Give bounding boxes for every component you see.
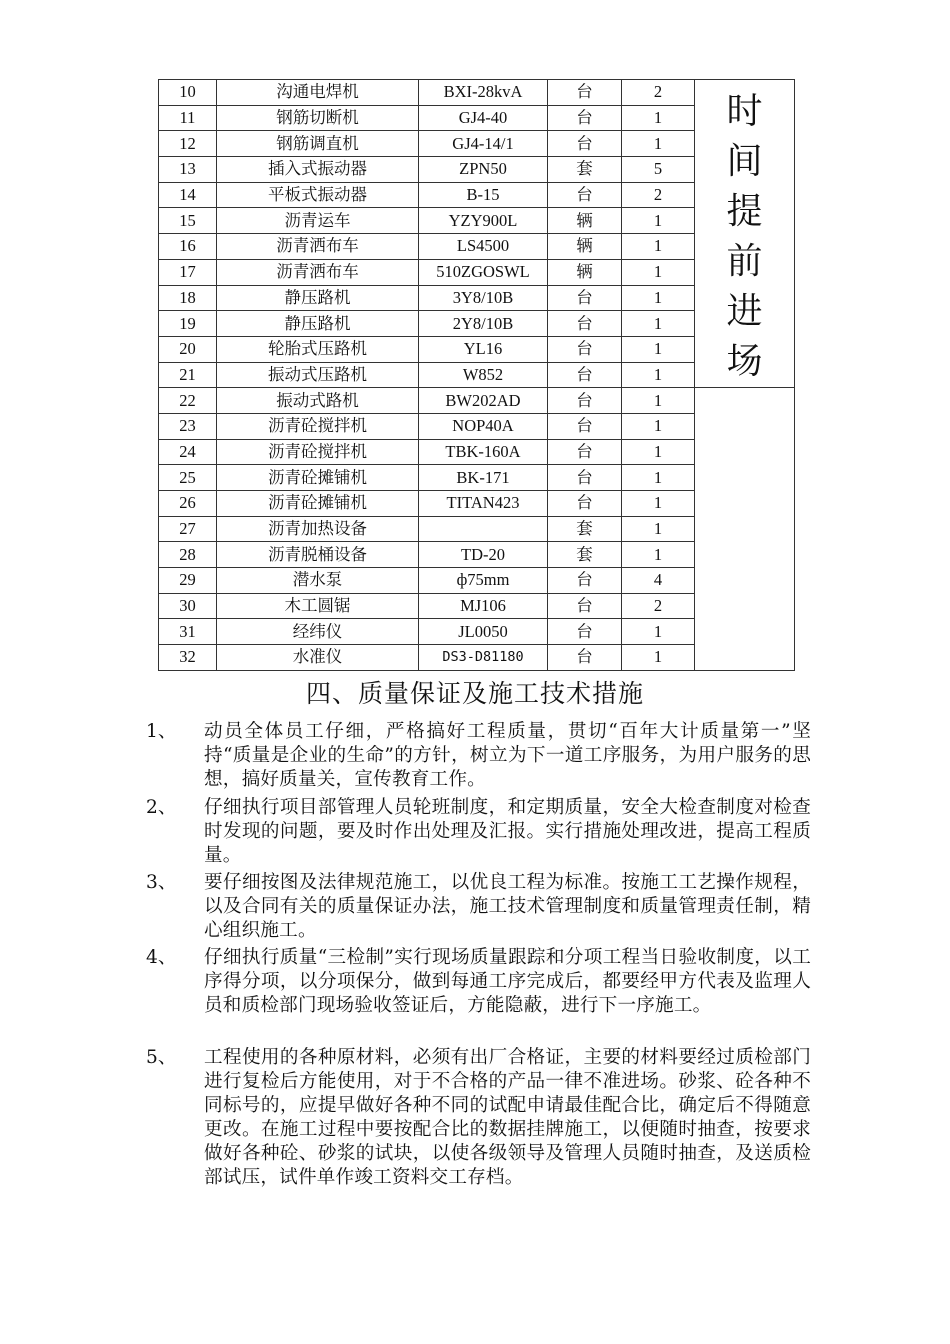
equipment-model: TBK-160A (419, 439, 548, 465)
measure-text: 要仔细按图及法律规范施工，以优良工程为标准。按施工工艺操作规程，以及合同有关的质量保证办法，施工技术管理制度和质量管理责任制，精心组织施工。 (204, 872, 811, 941)
equipment-name: 平板式振动器 (217, 182, 419, 208)
equipment-model: GJ4-40 (419, 105, 548, 131)
row-number: 18 (159, 285, 217, 311)
note-char: 进 (726, 290, 763, 332)
row-number: 20 (159, 336, 217, 362)
equipment-name: 钢筋切断机 (217, 105, 419, 131)
equipment-name: 沥青运车 (217, 208, 419, 234)
equipment-quantity: 1 (622, 619, 695, 645)
measure-item (146, 871, 811, 943)
equipment-unit: 台 (548, 491, 622, 517)
row-number: 23 (159, 413, 217, 439)
row-number: 15 (159, 208, 217, 234)
row-number: 10 (159, 80, 217, 106)
equipment-quantity: 1 (622, 259, 695, 285)
equipment-model (419, 516, 548, 542)
equipment-name: 静压路机 (217, 285, 419, 311)
equipment-name: 轮胎式压路机 (217, 336, 419, 362)
empty-note-cell (695, 388, 795, 671)
measure-number: 5、 (146, 1047, 177, 1068)
equipment-model: GJ4-14/1 (419, 131, 548, 157)
equipment-quantity: 2 (622, 80, 695, 106)
equipment-quantity: 1 (622, 208, 695, 234)
measure-item (146, 1046, 811, 1190)
section-title: 四、质量保证及施工技术措施 (305, 679, 644, 708)
equipment-name: 沥青砼搅拌机 (217, 439, 419, 465)
row-number: 13 (159, 157, 217, 183)
table-row (159, 80, 795, 106)
equipment-quantity: 4 (622, 568, 695, 594)
equipment-model: W852 (419, 362, 548, 388)
equipment-quantity: 1 (622, 516, 695, 542)
equipment-model: JL0050 (419, 619, 548, 645)
equipment-unit: 套 (548, 516, 622, 542)
arrival-note-text (695, 81, 794, 387)
equipment-unit: 台 (548, 336, 622, 362)
equipment-model: BK-171 (419, 465, 548, 491)
row-number: 12 (159, 131, 217, 157)
equipment-unit: 台 (548, 285, 622, 311)
equipment-model: LS4500 (419, 234, 548, 260)
row-number: 28 (159, 542, 217, 568)
equipment-quantity: 1 (622, 336, 695, 362)
row-number: 14 (159, 182, 217, 208)
equipment-model: TITAN423 (419, 491, 548, 517)
equipment-model: DS3-D81180 (419, 645, 548, 671)
equipment-unit: 台 (548, 593, 622, 619)
equipment-model: 2Y8/10B (419, 311, 548, 337)
equipment-name: 潜水泵 (217, 568, 419, 594)
row-number: 21 (159, 362, 217, 388)
equipment-unit: 台 (548, 465, 622, 491)
equipment-name: 沥青加热设备 (217, 516, 419, 542)
equipment-name: 钢筋调直机 (217, 131, 419, 157)
equipment-model: B-15 (419, 182, 548, 208)
equipment-quantity: 1 (622, 311, 695, 337)
measure-text: 仔细执行质量“三检制”实行现场质量跟踪和分项工程当日验收制度，以工序得分项，以分项保分，做到每通工序完成后，都要经甲方代表及监理人员和质检部门现场验收签证后，方能隐蔽，进行下一序施工。 (204, 947, 811, 1016)
equipment-quantity: 1 (622, 234, 695, 260)
equipment-unit: 辆 (548, 259, 622, 285)
note-char: 场 (726, 340, 763, 382)
equipment-unit: 台 (548, 131, 622, 157)
equipment-name: 沥青砼摊铺机 (217, 491, 419, 517)
equipment-quantity: 2 (622, 182, 695, 208)
equipment-model: TD-20 (419, 542, 548, 568)
equipment-unit: 套 (548, 157, 622, 183)
equipment-unit: 套 (548, 542, 622, 568)
equipment-unit: 台 (548, 439, 622, 465)
equipment-quantity: 1 (622, 413, 695, 439)
equipment-name: 经纬仪 (217, 619, 419, 645)
equipment-quantity: 1 (622, 105, 695, 131)
equipment-model: YL16 (419, 336, 548, 362)
row-number: 16 (159, 234, 217, 260)
equipment-unit: 台 (548, 362, 622, 388)
equipment-name: 静压路机 (217, 311, 419, 337)
measure-number: 2、 (146, 797, 177, 818)
row-number: 32 (159, 645, 217, 671)
equipment-model: NOP40A (419, 413, 548, 439)
equipment-unit: 台 (548, 311, 622, 337)
equipment-model: BXI-28kvA (419, 80, 548, 106)
equipment-unit: 台 (548, 105, 622, 131)
equipment-quantity: 2 (622, 593, 695, 619)
measure-item (146, 946, 811, 1018)
equipment-name: 插入式振动器 (217, 157, 419, 183)
equipment-model: ф75mm (419, 568, 548, 594)
equipment-name: 振动式路机 (217, 388, 419, 414)
equipment-model: YZY900L (419, 208, 548, 234)
equipment-model: BW202AD (419, 388, 548, 414)
row-number: 11 (159, 105, 217, 131)
equipment-model: 3Y8/10B (419, 285, 548, 311)
arrival-note-cell (695, 80, 795, 388)
table-row (159, 388, 795, 414)
row-number: 17 (159, 259, 217, 285)
row-number: 25 (159, 465, 217, 491)
equipment-model: MJ106 (419, 593, 548, 619)
measure-text: 仔细执行项目部管理人员轮班制度，和定期质量，安全大检查制度对检查时发现的问题，要及时作出处理及汇报。实行措施处理改进，提高工程质量。 (204, 797, 811, 866)
equipment-quantity: 1 (622, 131, 695, 157)
equipment-name: 木工圆锯 (217, 593, 419, 619)
equipment-unit: 台 (548, 80, 622, 106)
row-number: 27 (159, 516, 217, 542)
equipment-model: ZPN50 (419, 157, 548, 183)
row-number: 22 (159, 388, 217, 414)
equipment-name: 沟通电焊机 (217, 80, 419, 106)
note-char: 时 (726, 90, 763, 132)
measure-item (146, 720, 811, 792)
measure-number: 1、 (146, 721, 177, 742)
note-char: 前 (726, 240, 763, 282)
measure-item (146, 796, 811, 868)
equipment-name: 振动式压路机 (217, 362, 419, 388)
row-number: 26 (159, 491, 217, 517)
equipment-name: 沥青洒布车 (217, 259, 419, 285)
equipment-quantity: 1 (622, 645, 695, 671)
equipment-quantity: 1 (622, 491, 695, 517)
equipment-quantity: 1 (622, 362, 695, 388)
equipment-quantity: 1 (622, 285, 695, 311)
equipment-model: 510ZGOSWL (419, 259, 548, 285)
row-number: 29 (159, 568, 217, 594)
equipment-name: 沥青脱桶设备 (217, 542, 419, 568)
equipment-name: 沥青洒布车 (217, 234, 419, 260)
note-char: 提 (726, 190, 763, 232)
equipment-table-body (159, 80, 795, 671)
measure-number: 3、 (146, 872, 177, 893)
row-number: 31 (159, 619, 217, 645)
equipment-unit: 台 (548, 619, 622, 645)
equipment-unit: 辆 (548, 234, 622, 260)
equipment-name: 水准仪 (217, 645, 419, 671)
equipment-unit: 台 (548, 645, 622, 671)
equipment-name: 沥青砼搅拌机 (217, 413, 419, 439)
measure-text: 工程使用的各种原材料，必须有出厂合格证，主要的材料要经过质检部门进行复检后方能使用，对于不合格的产品一律不准进场。砂浆、砼各种不同标号的，应提早做好各种不同的试配申请最佳配合比，确定后不得随意更改。在施工过程中要按配合比的数据挂牌施工，以便随时抽查，按要求做好各种砼、砂浆的试块，以使各级领导及管理人员随时抽查，及送质检部试压，试件单作竣工资料交工存档。 (204, 1047, 811, 1188)
measure-text: 动员全体员工仔细，严格搞好工程质量，贯切“百年大计质量第一”坚持“质量是企业的生命”的方针，树立为下一道工序服务，为用户服务的思想，搞好质量关，宣传教育工作。 (204, 721, 811, 790)
measure-number: 4、 (146, 947, 177, 968)
equipment-unit: 台 (548, 388, 622, 414)
row-number: 30 (159, 593, 217, 619)
row-number: 24 (159, 439, 217, 465)
equipment-quantity: 5 (622, 157, 695, 183)
equipment-table (158, 79, 795, 671)
equipment-unit: 台 (548, 568, 622, 594)
equipment-unit: 台 (548, 413, 622, 439)
equipment-name: 沥青砼摊铺机 (217, 465, 419, 491)
equipment-unit: 台 (548, 182, 622, 208)
equipment-quantity: 1 (622, 542, 695, 568)
equipment-unit: 辆 (548, 208, 622, 234)
equipment-quantity: 1 (622, 439, 695, 465)
equipment-quantity: 1 (622, 465, 695, 491)
equipment-quantity: 1 (622, 388, 695, 414)
note-char: 间 (726, 140, 763, 182)
row-number: 19 (159, 311, 217, 337)
